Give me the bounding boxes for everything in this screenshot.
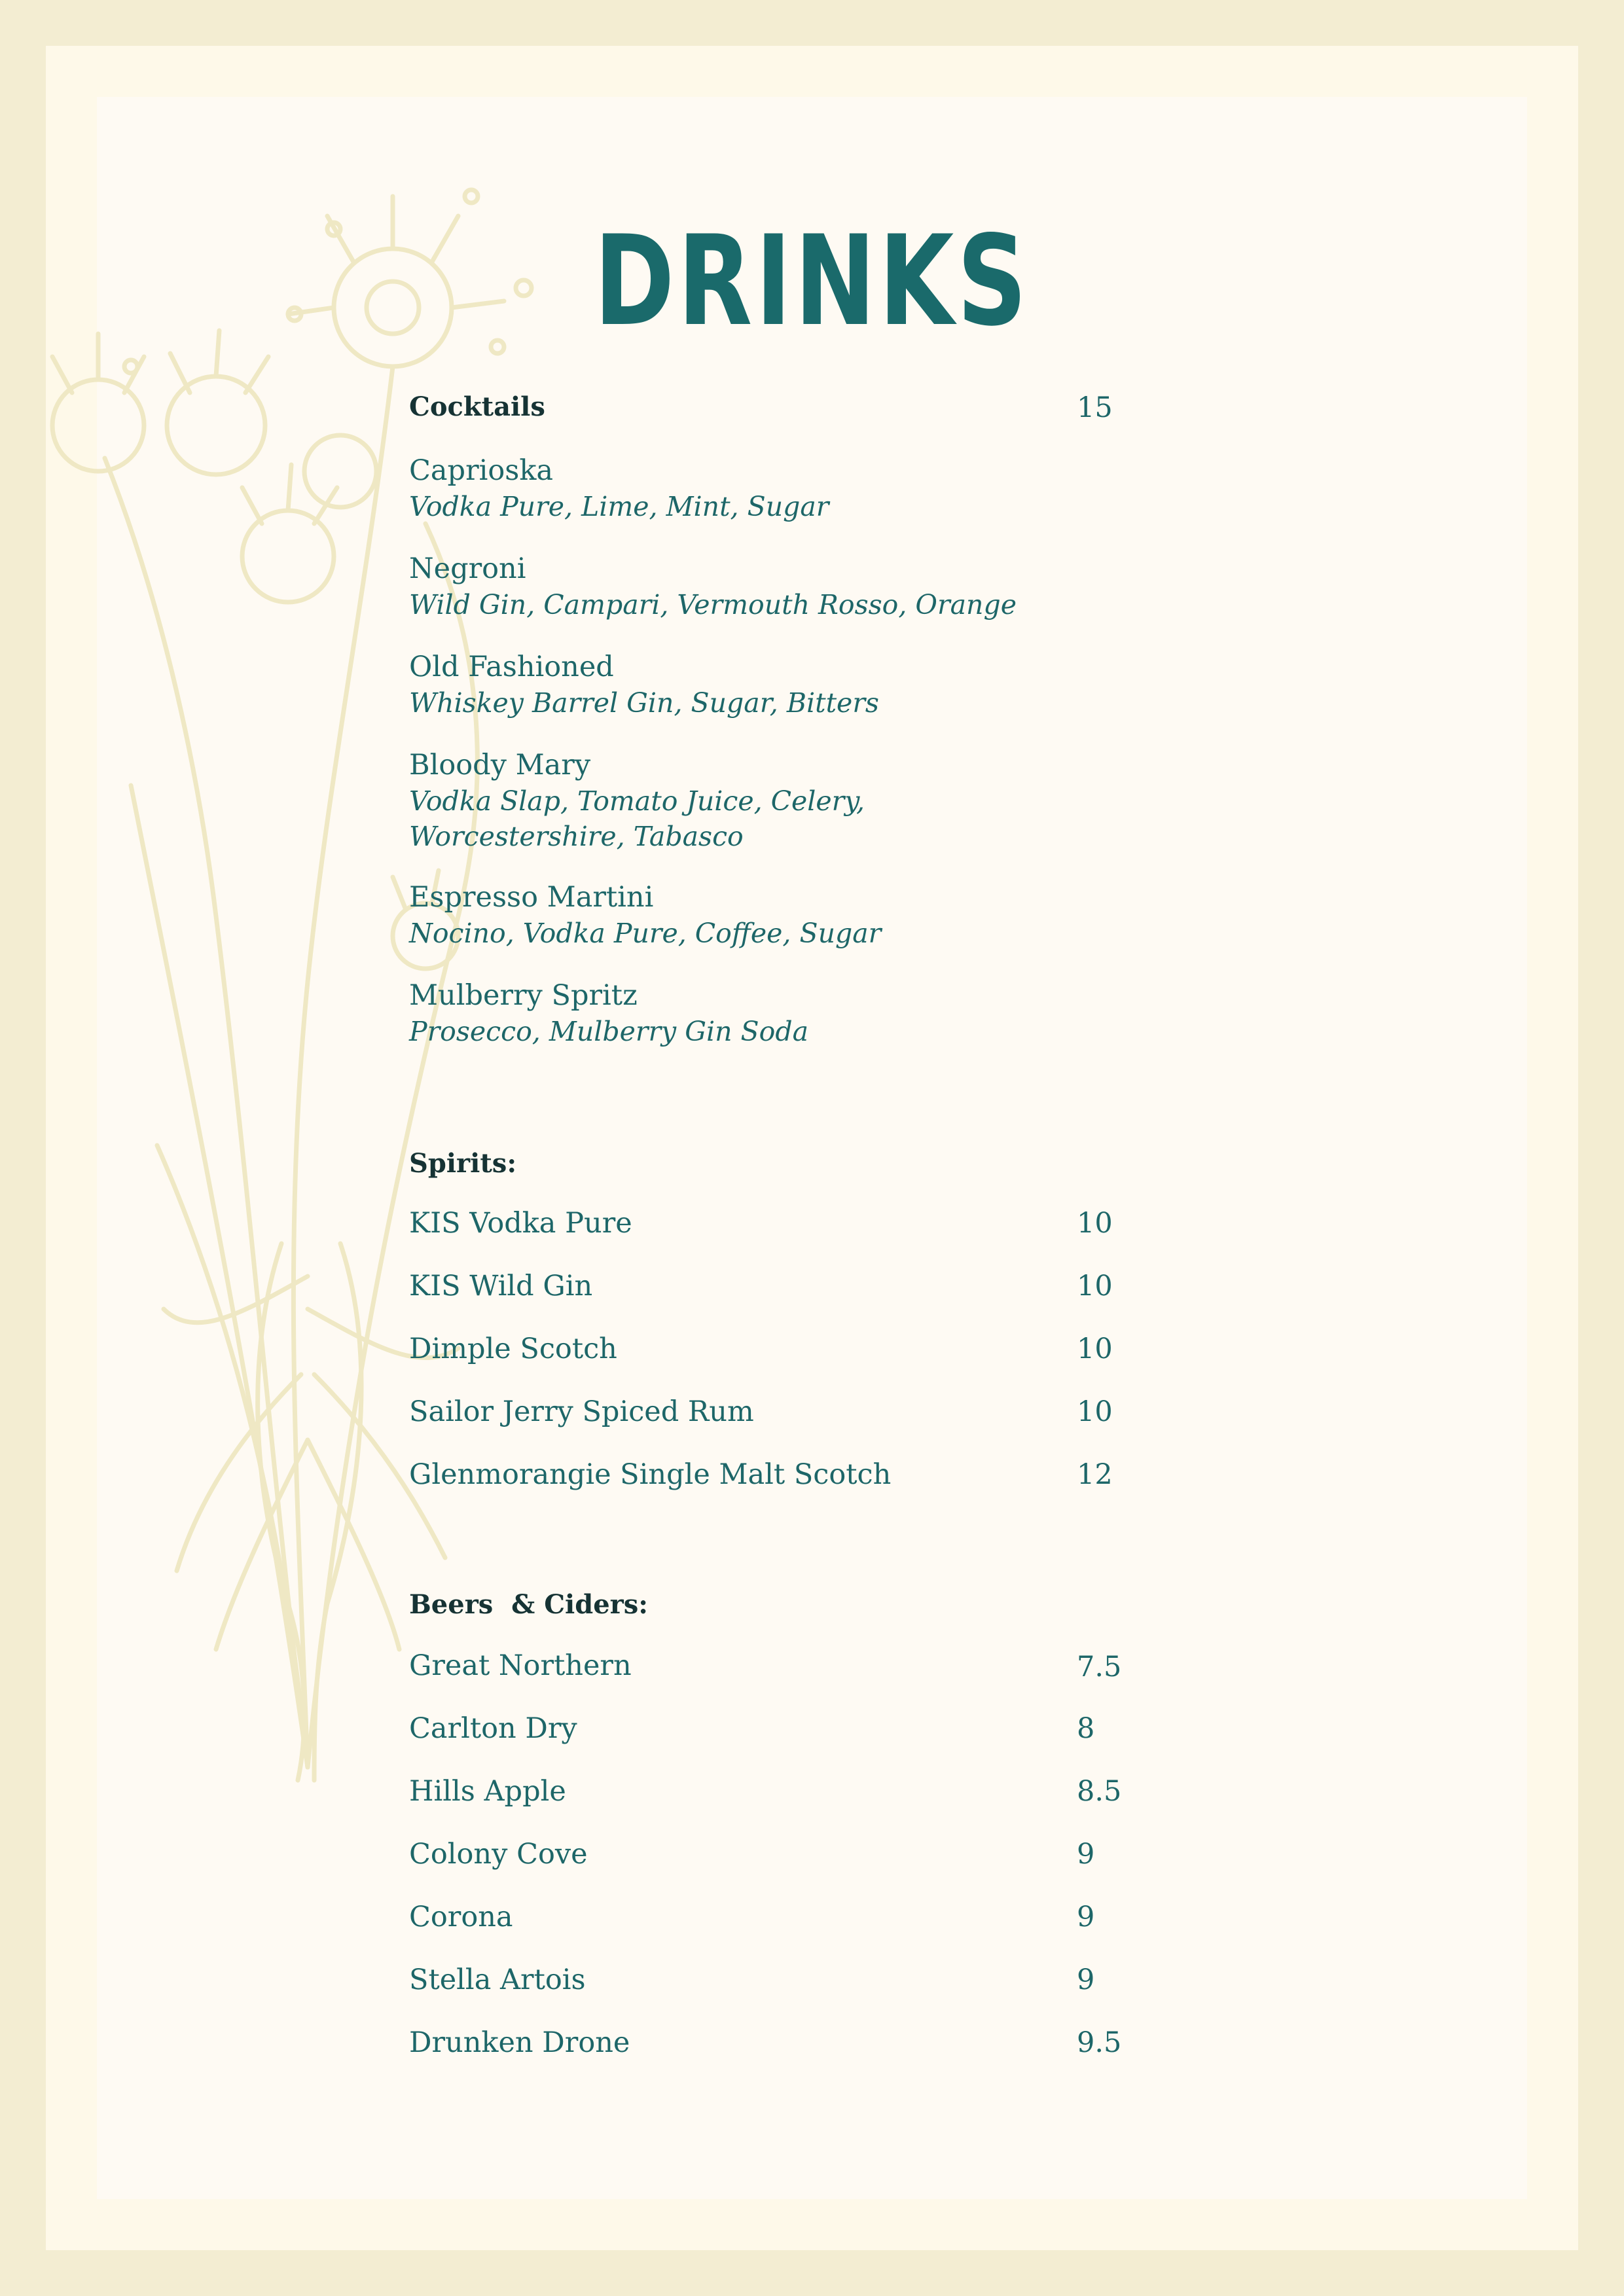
cocktail-name: Mulberry Spritz <box>409 979 638 1012</box>
cocktail-name: Espresso Martini <box>409 881 654 914</box>
section-heading-cocktails: Cocktails <box>409 391 545 422</box>
spirit-name: Sailor Jerry Spiced Rum <box>409 1395 754 1428</box>
beer-name: Corona <box>409 1901 513 1933</box>
beer-name: Hills Apple <box>409 1775 566 1808</box>
spirit-price: 10 <box>1077 1207 1113 1240</box>
beer-name: Drunken Drone <box>409 2026 630 2059</box>
spirit-price: 10 <box>1077 1270 1113 1302</box>
beer-price: 9.5 <box>1077 2026 1122 2059</box>
section-heading-beers-ciders: Beers & Ciders: <box>409 1589 648 1620</box>
spirit-price: 10 <box>1077 1395 1113 1428</box>
cocktail-description: Vodka Pure, Lime, Mint, Sugar <box>409 491 829 522</box>
beer-name: Carlton Dry <box>409 1712 577 1745</box>
beer-price: 9 <box>1077 1901 1095 1933</box>
beer-name: Colony Cove <box>409 1838 588 1871</box>
cocktail-description: Nocino, Vodka Pure, Coffee, Sugar <box>409 918 882 949</box>
page-title: DRINKS <box>594 209 1030 353</box>
section-heading-spirits: Spirits: <box>409 1148 517 1179</box>
spirit-price: 12 <box>1077 1458 1113 1491</box>
cocktail-name: Caprioska <box>409 454 554 487</box>
cocktail-description: Vodka Slap, Tomato Juice, Celery, <box>409 785 865 817</box>
spirit-name: KIS Wild Gin <box>409 1270 593 1302</box>
beer-price: 7.5 <box>1077 1651 1122 1683</box>
spirit-name: Dimple Scotch <box>409 1333 617 1365</box>
beer-price: 8 <box>1077 1712 1095 1745</box>
spirit-price: 10 <box>1077 1333 1113 1365</box>
beer-price: 9 <box>1077 1838 1095 1871</box>
cocktail-name: Old Fashioned <box>409 651 614 683</box>
beer-price: 9 <box>1077 1964 1095 1996</box>
cocktail-name: Bloody Mary <box>409 749 591 781</box>
beer-name: Stella Artois <box>409 1964 586 1996</box>
drinks-menu <box>409 0 1326 2296</box>
beer-name: Great Northern <box>409 1649 632 1682</box>
cocktail-name: Negroni <box>409 552 526 585</box>
cocktail-description: Wild Gin, Campari, Vermouth Rosso, Orange <box>409 589 1017 620</box>
spirit-name: Glenmorangie Single Malt Scotch <box>409 1458 892 1491</box>
spirit-name: KIS Vodka Pure <box>409 1207 632 1240</box>
cocktail-description: Prosecco, Mulberry Gin Soda <box>409 1016 809 1047</box>
cocktail-description: Whiskey Barrel Gin, Sugar, Bitters <box>409 687 879 719</box>
beer-price: 8.5 <box>1077 1775 1122 1808</box>
cocktail-description: Worcestershire, Tabasco <box>409 821 744 852</box>
cocktails-price: 15 <box>1077 391 1113 424</box>
